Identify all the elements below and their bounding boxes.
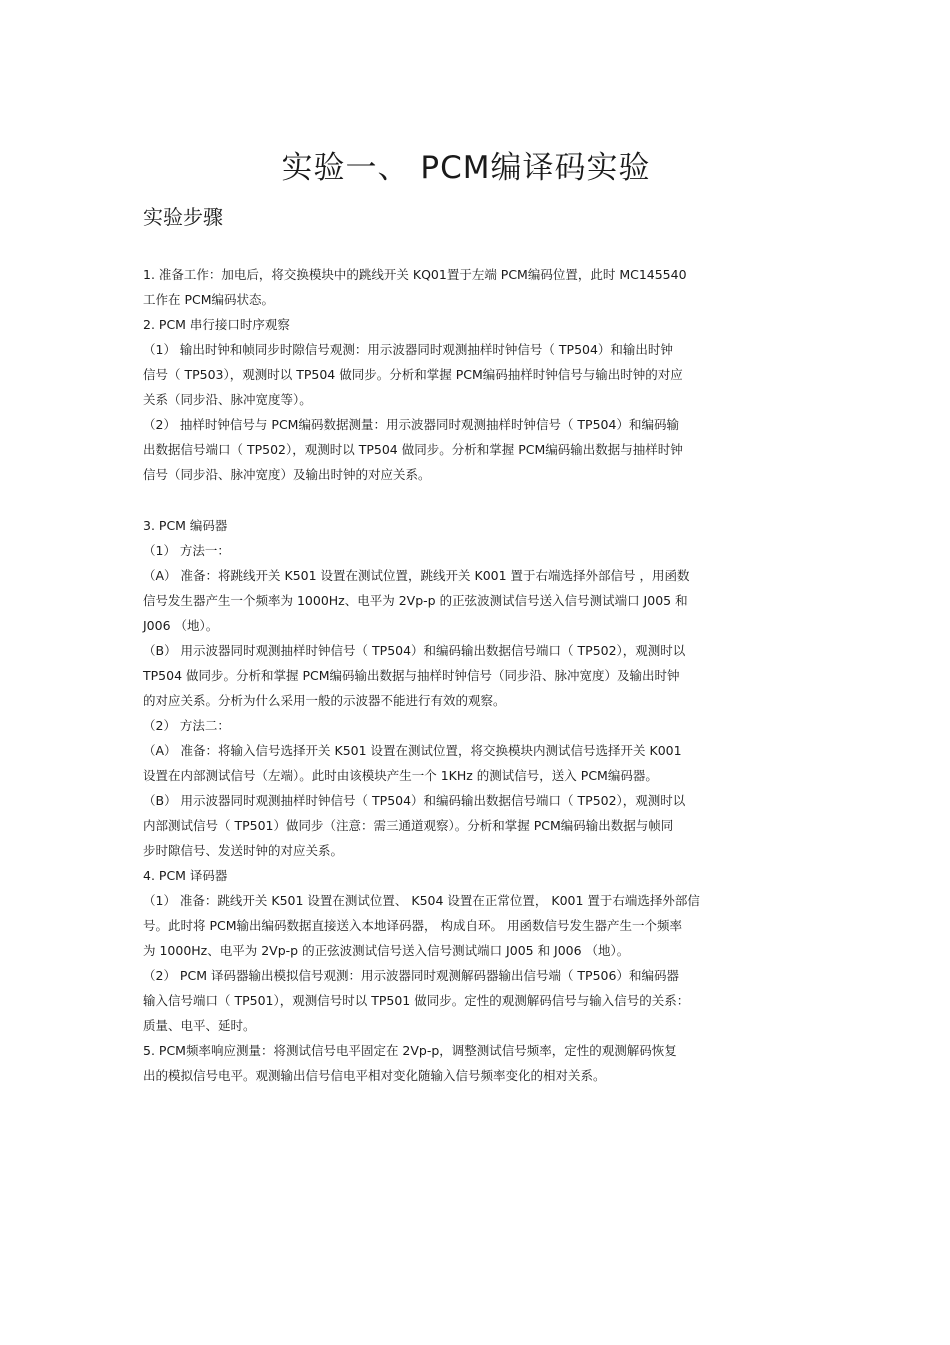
body-line: J006 （地）。	[143, 618, 219, 633]
body-line: TP504 做同步。分析和掌握 PCM编码输出数据与抽样时钟信号（同步沿、脉冲宽度）及输出时钟	[143, 668, 680, 683]
body-line: 出数据信号端口（ TP502），观测时以 TP504 做同步。分析和掌握 PCM编码输出数据与抽样时钟	[143, 442, 683, 457]
body-line: 内部测试信号（ TP501）做同步（注意：需三通道观察）。分析和掌握 PCM编码输出数据与帧同	[143, 818, 674, 833]
body-line: （B） 用示波器同时观测抽样时钟信号（ TP504）和编码输出数据信号端口（ TP502），观测时以	[143, 643, 686, 658]
body-line: 输入信号端口（ TP501），观测信号时以 TP501 做同步。定性的观测解码信号与输入信号的关系：	[143, 993, 690, 1008]
body-line: （2） PCM 译码器输出模拟信号观测：用示波器同时观测解码器输出信号端（ TP506）和编码器	[143, 968, 679, 983]
body-line: 设置在内部测试信号（左端）。此时由该模块产生一个 1KHz 的测试信号，送入 PCM编码器。	[143, 768, 658, 783]
body-line: （1） 方法一：	[143, 543, 230, 558]
body-line: （1） 准备：跳线开关 K501 设置在测试位置、 K504 设置在正常位置， K001 置于右端选择外部信	[143, 893, 700, 908]
body-line: 质量、电平、延时。	[143, 1018, 256, 1033]
body-line: （1） 输出时钟和帧同步时隙信号观测：用示波器同时观测抽样时钟信号（ TP504）和输出时钟	[143, 342, 673, 357]
body-line: 关系（同步沿、脉冲宽度等）。	[143, 392, 312, 407]
body-line: 2. PCM 串行接口时序观察	[143, 317, 290, 332]
body-line: 工作在 PCM编码状态。	[143, 292, 275, 307]
body-line: 为 1000Hz、电平为 2Vp-p 的正弦波测试信号送入信号测试端口 J005 和 J006 （地）。	[143, 943, 630, 958]
body-line: 号。此时将 PCM输出编码数据直接送入本地译码器， 构成自环。 用函数信号发生器产生一个频率	[143, 918, 682, 933]
body-line: 的对应关系。分析为什么采用一般的示波器不能进行有效的观察。	[143, 693, 506, 708]
body-line: 1. 准备工作：加电后，将交换模块中的跳线开关 KQ01置于左端 PCM编码位置，此时 MC145540	[143, 267, 687, 282]
body-line: 5. PCM频率响应测量：将测试信号电平固定在 2Vp-p，调整测试信号频率，定性的观测解码恢复	[143, 1043, 677, 1058]
body-line: 3. PCM 编码器	[143, 518, 228, 533]
document-title: 实验一、 PCM编译码实验	[281, 150, 651, 186]
body-line: 信号（同步沿、脉冲宽度）及输出时钟的对应关系。	[143, 467, 431, 482]
body-line: （2） 方法二：	[143, 718, 230, 733]
body-line: （2） 抽样时钟信号与 PCM编码数据测量：用示波器同时观测抽样时钟信号（ TP504）和编码输	[143, 417, 679, 432]
body-line: 4. PCM 译码器	[143, 868, 228, 883]
body-line: 步时隙信号、发送时钟的对应关系。	[143, 843, 344, 858]
body-line: 出的模拟信号电平。观测输出信号信电平相对变化随输入信号频率变化的相对关系。	[143, 1068, 606, 1083]
body-line: （B） 用示波器同时观测抽样时钟信号（ TP504）和编码输出数据信号端口（ TP502），观测时以	[143, 793, 686, 808]
section-heading: 实验步骤	[143, 205, 223, 229]
body-line: 信号（ TP503），观测时以 TP504 做同步。分析和掌握 PCM编码抽样时钟信号与输出时钟的对应	[143, 367, 683, 382]
body-line: （A） 准备：将输入信号选择开关 K501 设置在测试位置，将交换模块内测试信号选择开关 K001	[143, 743, 682, 758]
body-line: 信号发生器产生一个频率为 1000Hz、电平为 2Vp-p 的正弦波测试信号送入信号测试端口 J005 和	[143, 593, 688, 608]
body-line: （A） 准备：将跳线开关 K501 设置在测试位置，跳线开关 K001 置于右端选择外部信号 ，用函数	[143, 568, 690, 583]
